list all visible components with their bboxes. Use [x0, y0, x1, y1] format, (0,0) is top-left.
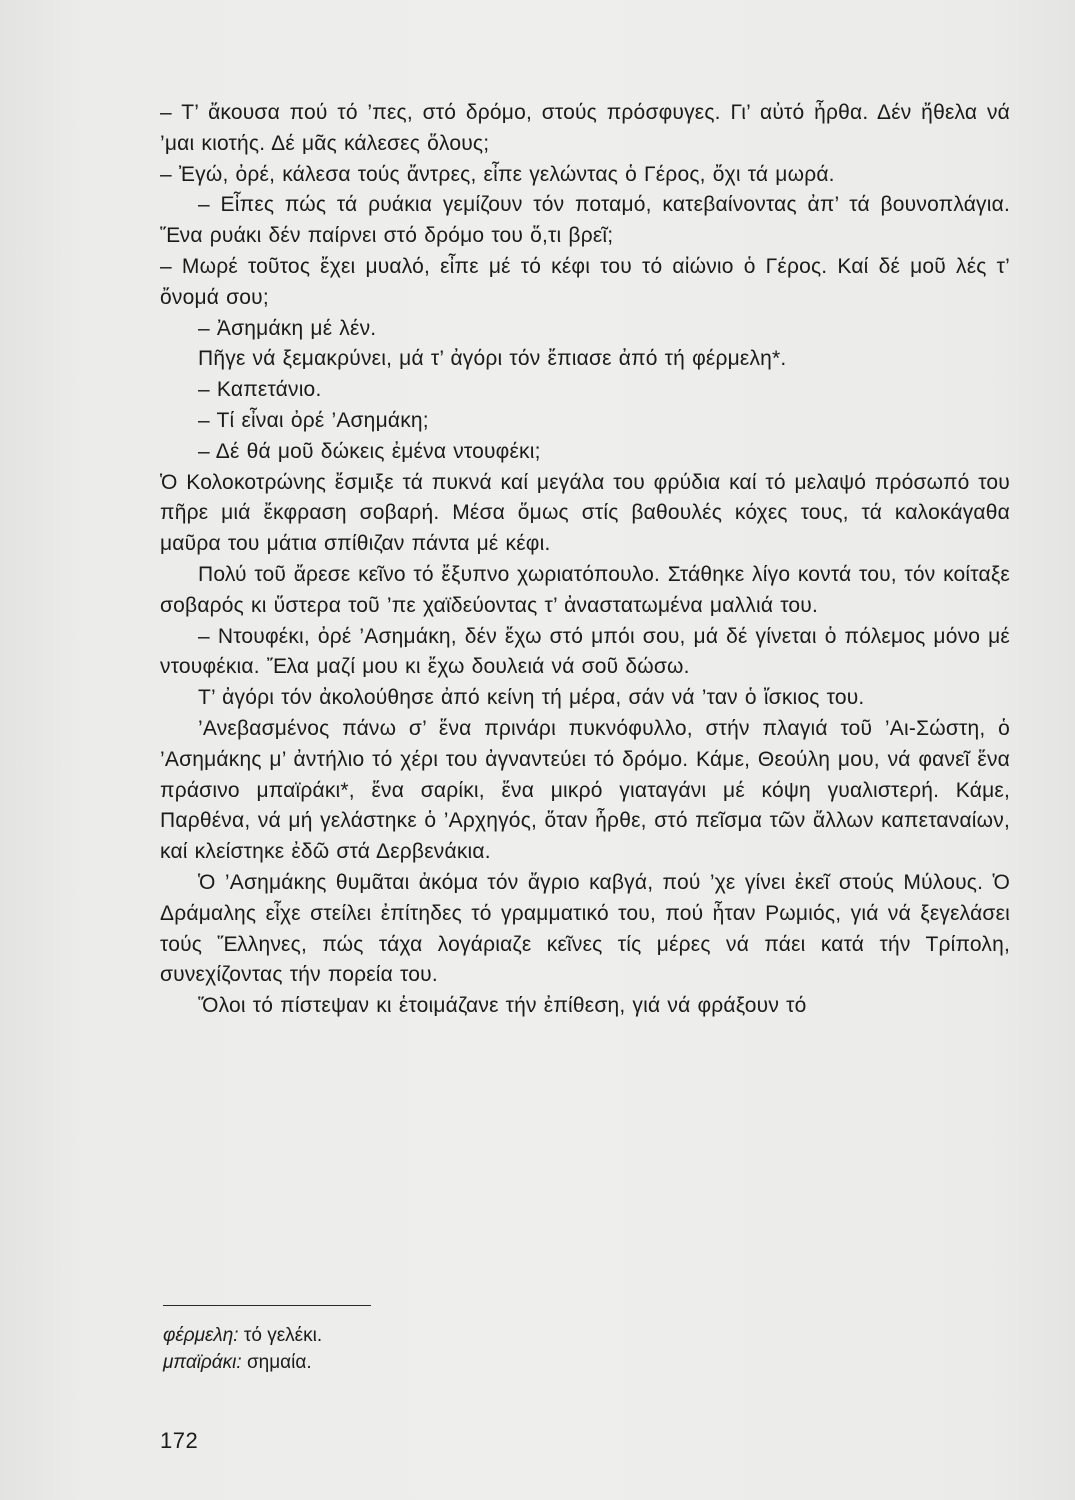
paragraph: – Εἶπες πώς τά ρυάκια γεμίζουν τόν ποταμό, κατεβαίνοντας ἀπ’ τά βουνοπλάγια. Ἕνα ρυάκι δέν παίρνει στό δρόμο του ὅ,τι βρεῖ; [160, 193, 1010, 248]
footnotes [163, 1322, 763, 1376]
paragraph: – Τί εἶναι ὀρέ ’Ασημάκη; [198, 408, 429, 432]
paragraph: – Ἐγώ, ὀρέ, κάλεσα τούς ἄντρες, εἶπε γελώντας ὁ Γέρος, ὄχι τά μωρά. [160, 162, 835, 186]
paragraph: Πολύ τοῦ ἄρεσε κεῖνο τό ἔξυπνο χωριατόπουλο. Στάθηκε λίγο κοντά του, τόν κοίταξε σοβαρός κι ὕστερα τοῦ ’πε χαϊδεύοντας τ’ ἀναστατωμένα μαλλιά του. [160, 562, 1010, 617]
footnote-term: φέρμελη: [163, 1325, 239, 1346]
footnote-definition: σημαία. [246, 1352, 312, 1373]
paragraph: Ὁ ’Ασημάκης θυμᾶται ἀκόμα τόν ἄγριο καβγά, πού ’χε γίνει ἐκεῖ στούς Μύλους. Ὁ Δράμαλης εἶχε στείλει ἐπίτηδες τό γραμματικό του, πού ἦταν Ρωμιός, γιά νά ξεγελάσει τούς Ἕλληνες, πώς τάχα λογάριαζε κεῖνες τίς μέρες νά πάει κατά τήν Τρίπολη, συνεχίζοντας τήν πορεία του. [160, 870, 1010, 987]
footnote-divider [163, 1305, 371, 1306]
paragraph: – Μωρέ τοῦτος ἔχει μυαλό, εἶπε μέ τό κέφι του τό αἰώνιο ὁ Γέρος. Καί δέ μοῦ λές τ’ ὄνομά σου; [160, 254, 1010, 309]
paragraph: Τ’ ἀγόρι τόν ἀκολούθησε ἀπό κείνη τή μέρα, σάν νά ’ταν ὁ ἴσκιος του. [198, 686, 865, 710]
paragraph: Ὅλοι τό πίστεψαν κι ἑτοιμάζανε τήν ἐπίθεση, γιά νά φράξουν τό [198, 994, 807, 1018]
footnote [163, 1349, 763, 1376]
paragraph: – Τ’ ἄκουσα πού τό ’πες, στό δρόμο, στούς πρόσφυγες. Γι’ αὐτό ἦρθα. Δέν ἤθελα νά ’μαι κιοτής. Δέ μᾶς κάλεσες ὅλους; [160, 101, 1010, 155]
paragraph: Πῆγε νά ξεμακρύνει, μά τ’ ἀγόρι τόν ἔπιασε ἀπό τή φέρμελη*. [198, 347, 787, 371]
footnote [163, 1322, 763, 1349]
page-number: 172 [160, 1428, 199, 1453]
paragraph: ’Ανεβασμένος πάνω σ’ ἕνα πρινάρι πυκνόφυλλο, στήν πλαγιά τοῦ ’Αι-Σώστη, ὁ ’Ασημάκης μ’ ἀντήλιο τό χέρι του ἀγναντεύει τό δρόμο. Κάμε, Θεούλη μου, νά φανεῖ ἕνα πράσινο μπαϊράκι*, ἕνα σαρίκι, ἕνα μικρό γιαταγάνι μέ κόψη γυαλιστερή. Κάμε, Παρθένα, νά μή γελάστηκε ὁ ’Αρχηγός, ὅταν ἦρθε, στό πεῖσμα τῶν ἄλλων καπεταναίων, καί κλείστηκε ἐδῶ στά Δερβενάκια. [160, 716, 1010, 864]
paragraph: – Καπετάνιο. [198, 378, 322, 402]
footnote-definition: τό γελέκι. [243, 1325, 323, 1346]
paragraph: – Ἀσημάκη μέ λέν. [198, 316, 377, 340]
paragraph: – Ντουφέκι, ὀρέ ’Ασημάκη, δέν ἔχω στό μπόι σου, μά δέ γίνεται ὁ πόλεμος μόνο μέ ντουφέκια. Ἔλα μαζί μου κι ἔχω δουλειά νά σοῦ δώσω. [160, 624, 1010, 679]
paragraph: – Δέ θά μοῦ δώκεις ἐμένα ντουφέκι; [198, 439, 541, 463]
paragraph: Ὁ Κολοκοτρώνης ἔσμιξε τά πυκνά καί μεγάλα του φρύδια καί τό μελαψό πρόσωπό του πῆρε μιά ἔκφραση σοβαρή. Μέσα ὅμως στίς βαθουλές κόχες τους, τά καλοκάγαθα μαῦρα του μάτια σπίθιζαν πάντα μέ κέφι. [160, 470, 1010, 556]
body-text [160, 98, 1010, 1022]
footnote-term: μπαϊράκι: [163, 1352, 242, 1373]
